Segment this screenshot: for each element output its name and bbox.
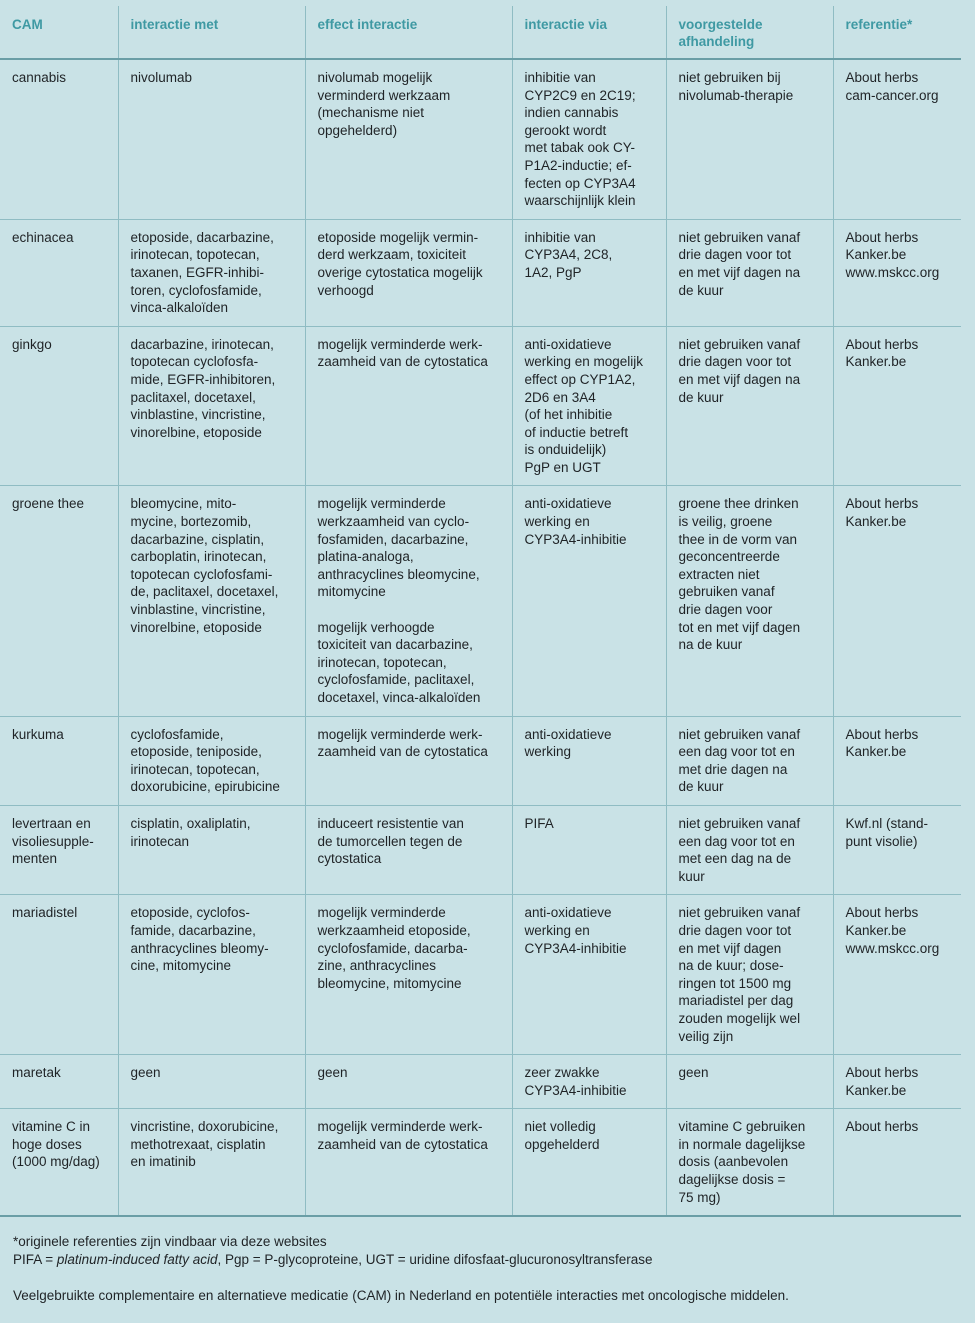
cell-interactie-via xyxy=(512,219,666,326)
cell-interactie-via xyxy=(512,486,666,716)
cell-text-line: cyclofosfamide, xyxy=(130,726,224,742)
cell-text-line: anthracyclines bleomy- xyxy=(130,940,269,956)
cell-text-line: Kanker.be xyxy=(845,514,907,530)
table-row xyxy=(0,59,961,219)
cell-text-line: thee in de vorm van xyxy=(678,531,798,547)
cell-text-line: About herbs xyxy=(845,726,919,742)
table-row xyxy=(0,805,961,894)
table-row xyxy=(0,895,961,1055)
cell-effect-interactie xyxy=(305,219,512,326)
cell-text-line: niet gebruiken vanaf xyxy=(678,815,801,831)
cell-text-line: fosfamiden, dacarbazine, xyxy=(317,531,469,547)
cell-text-line: kuur xyxy=(678,868,705,884)
cell-text-line: anti-oxidatieve xyxy=(524,905,612,921)
cell-text-line: niet gebruiken vanaf xyxy=(678,905,801,921)
cell-text-line: een dag voor tot en xyxy=(678,833,795,849)
cell-text-line: taxanen, EGFR-inhibi- xyxy=(130,264,265,280)
cell-interactie-met xyxy=(118,895,305,1055)
cell-voorgestelde-afhandeling xyxy=(666,895,833,1055)
cell-effect-interactie xyxy=(305,895,512,1055)
cell-text-line: derd werkzaam, toxiciteit xyxy=(317,247,467,263)
cell-text-line: fecten op CYP3A4 xyxy=(524,175,636,191)
cell-text-line: Kanker.be xyxy=(845,922,907,938)
cell-text-line: visoliesupple- xyxy=(12,833,94,849)
cell-text-line: CYP3A4-inhibitie xyxy=(524,940,627,956)
cell-text-line: geen xyxy=(130,1065,161,1081)
cell-voorgestelde-afhandeling xyxy=(666,1055,833,1109)
abbr-pifa-label: PIFA = xyxy=(13,1252,57,1267)
cell-text-line: carboplatin, irinotecan, xyxy=(130,549,267,565)
cell-interactie-met xyxy=(118,486,305,716)
column-header-line: CAM xyxy=(12,17,43,32)
cell-referentie xyxy=(833,1055,961,1109)
cell-referentie xyxy=(833,716,961,805)
cell-text-line: niet gebruiken vanaf xyxy=(678,336,801,352)
cell-effect-interactie xyxy=(305,1055,512,1109)
cell-text-line: punt visolie) xyxy=(845,833,918,849)
cell-text-line: PIFA xyxy=(524,815,554,831)
cell-text-line: cyclofosfamide, paclitaxel, xyxy=(317,672,475,688)
cell-cam xyxy=(0,1055,118,1109)
cell-effect-interactie xyxy=(305,1109,512,1216)
cell-text-line: niet gebruiken bij xyxy=(678,70,781,85)
cell-text-line: mogelijk verminderde xyxy=(317,496,446,512)
table-body xyxy=(0,59,961,1216)
cell-text-line: vinorelbine, etoposide xyxy=(130,619,262,635)
cell-interactie-met xyxy=(118,1109,305,1216)
cam-interaction-table xyxy=(0,6,961,1217)
cell-cam xyxy=(0,805,118,894)
cell-interactie-met xyxy=(118,326,305,486)
cell-text-line: docetaxel, vinca-alkaloïden xyxy=(317,690,481,705)
cell-voorgestelde-afhandeling xyxy=(666,716,833,805)
cell-text-line: bleomycine, mito- xyxy=(130,496,237,512)
cell-text-line: met een dag na de xyxy=(678,851,792,867)
cell-interactie-via xyxy=(512,1055,666,1109)
cell-text-line: Kanker.be xyxy=(845,354,907,370)
cell-effect-interactie xyxy=(305,59,512,219)
cell-text-line: mide, EGFR-inhibitoren, xyxy=(130,371,276,387)
table-row xyxy=(0,1055,961,1109)
cell-text-line: de kuur xyxy=(678,282,724,298)
cell-text-line: effect op CYP1A2, xyxy=(524,371,636,387)
column-header-line: voorgestelde xyxy=(678,17,763,32)
cell-text-line: www.mskcc.org xyxy=(845,264,940,280)
cell-text-line: www.mskcc.org xyxy=(845,940,940,956)
cell-voorgestelde-afhandeling xyxy=(666,486,833,716)
cell-text-line: anti-oxidatieve xyxy=(524,336,612,352)
cell-text-line: groene thee xyxy=(12,496,85,512)
cell-cam xyxy=(0,326,118,486)
cell-voorgestelde-afhandeling xyxy=(666,805,833,894)
cell-text-line: verhoogd xyxy=(317,282,374,298)
cell-text-line: gerookt wordt xyxy=(524,122,607,138)
cell-referentie xyxy=(833,219,961,326)
cell-text-line: geconcentreerde xyxy=(678,549,780,565)
abbr-rest: , Pgp = P-glycoproteine, UGT = uridine difosfaat-glucuronosyltransferase xyxy=(217,1252,653,1267)
cell-voorgestelde-afhandeling xyxy=(666,1109,833,1216)
cell-interactie-met xyxy=(118,59,305,219)
cell-text-line: About herbs xyxy=(845,1065,919,1081)
cell-text-line: toren, cyclofosfamide, xyxy=(130,282,262,298)
cell-text-line: de, paclitaxel, docetaxel, xyxy=(130,584,279,600)
cell-text-line: PgP en UGT xyxy=(524,459,601,475)
cell-text-line: vinorelbine, etoposide xyxy=(130,424,262,440)
cell-text-line: dagelijkse dosis = xyxy=(678,1172,786,1188)
cell-text-line: mogelijk verminderde werk- xyxy=(317,726,483,742)
cell-text-line: inhibitie van xyxy=(524,229,596,245)
abbreviation-legend xyxy=(13,1251,789,1269)
cell-text-line: indien cannabis xyxy=(524,105,619,121)
cell-text-line: P1A2-inductie; ef- xyxy=(524,157,632,173)
cell-text-line: overige cytostatica mogelijk xyxy=(317,264,483,280)
cell-effect-interactie xyxy=(305,805,512,894)
cell-interactie-met xyxy=(118,1055,305,1109)
cell-text-line: irinotecan xyxy=(130,833,190,849)
cell-interactie-via xyxy=(512,895,666,1055)
cell-text-line: 2D6 en 3A4 xyxy=(524,389,596,405)
cell-text-line: etoposide, teniposide, xyxy=(130,744,262,760)
cell-text-line: irinotecan, topotecan, xyxy=(317,654,447,670)
cell-text-line: Kanker.be xyxy=(845,744,907,760)
cell-text-line: vitamine C in xyxy=(12,1119,91,1135)
cell-text-line: en met vijf dagen xyxy=(678,940,782,956)
cell-text-line: cisplatin, oxaliplatin, xyxy=(130,815,251,831)
cell-interactie-via xyxy=(512,59,666,219)
column-header-referentie xyxy=(833,6,961,59)
cell-text-line: werkzaamheid etoposide, xyxy=(317,922,471,938)
cell-text-line: kurkuma xyxy=(12,726,64,742)
cell-text-line: niet gebruiken vanaf xyxy=(678,726,801,742)
cell-cam xyxy=(0,219,118,326)
cell-text-line: werking en mogelijk xyxy=(524,354,644,370)
cell-text-line: drie dagen voor xyxy=(678,602,773,618)
cell-text-line: na de kuur; dose- xyxy=(678,958,784,974)
cell-text-line: werkzaamheid van cyclo- xyxy=(317,514,470,530)
cell-text-line: in normale dagelijkse xyxy=(678,1136,806,1152)
cell-text-line: CYP2C9 en 2C19; xyxy=(524,87,636,103)
cell-text-line: vitamine C gebruiken xyxy=(678,1119,806,1135)
column-header-line: referentie* xyxy=(845,17,913,32)
cell-text-line: mogelijk verhoogde xyxy=(317,619,435,635)
cell-text-line: opgehelderd xyxy=(524,1136,600,1152)
cell-text-line: About herbs xyxy=(845,70,919,85)
cell-text-line: toxiciteit van dacarbazine, xyxy=(317,637,473,653)
cell-text-line: zouden mogelijk wel xyxy=(678,1010,801,1026)
column-header-voorgestelde-afhandeling xyxy=(666,6,833,59)
abbr-pifa-full: platinum-induced fatty acid xyxy=(56,1252,218,1267)
cell-referentie xyxy=(833,805,961,894)
cell-text-line: (1000 mg/dag) xyxy=(12,1154,100,1170)
cell-text-line: zeer zwakke xyxy=(524,1065,600,1081)
cell-text-line: cannabis xyxy=(12,70,67,85)
cell-text-line: cine, mitomycine xyxy=(130,958,232,974)
cell-text-line: methotrexaat, cisplatin xyxy=(130,1136,266,1152)
cell-text-line: groene thee drinken xyxy=(678,496,799,512)
cell-interactie-via xyxy=(512,326,666,486)
cell-interactie-via xyxy=(512,1109,666,1216)
table-row xyxy=(0,716,961,805)
cell-text-line: werking en xyxy=(524,514,590,530)
cell-text-line: CYP3A4-inhibitie xyxy=(524,1082,627,1098)
cell-text-line: vinca-alkaloïden xyxy=(130,300,229,316)
cell-text-line: verminderd werkzaam xyxy=(317,87,451,103)
cell-text-line: niet gebruiken vanaf xyxy=(678,229,801,245)
column-header-line: interactie via xyxy=(524,17,608,32)
cell-text-line: werking xyxy=(524,744,572,760)
cell-text-line: etoposide, dacarbazine, xyxy=(130,229,274,245)
cell-text-line: nivolumab-therapie xyxy=(678,87,794,103)
cell-cam xyxy=(0,1109,118,1216)
cell-cam xyxy=(0,486,118,716)
column-header-cam xyxy=(0,6,118,59)
cell-text-line: of inductie betreft xyxy=(524,424,629,440)
cell-text-line: mycine, bortezomib, xyxy=(130,514,252,530)
cell-text-line: hoge doses xyxy=(12,1136,82,1152)
cell-text-line: 1A2, PgP xyxy=(524,264,582,280)
cell-text-line: anthracyclines bleomycine, xyxy=(317,566,480,582)
cell-text-line: waarschijnlijk klein xyxy=(524,193,636,209)
cell-text-line: bleomycine, mitomycine xyxy=(317,975,462,991)
cell-text-line: etoposide, cyclofos- xyxy=(130,905,250,921)
cell-text-line: CYP3A4, 2C8, xyxy=(524,247,613,263)
cell-text-line: (of het inhibitie xyxy=(524,407,613,423)
column-header-interactie-met xyxy=(118,6,305,59)
cell-text-line: vinblastine, vincristine, xyxy=(130,407,266,423)
cell-text-line: doxorubicine, epirubicine xyxy=(130,779,280,795)
cell-text-line: Kanker.be xyxy=(845,1082,907,1098)
cell-text-line: About herbs xyxy=(845,905,919,921)
cell-text-line: de tumorcellen tegen de xyxy=(317,833,463,849)
table-caption: Veelgebruikte complementaire en alternatieve medicatie (CAM) in Nederland en potentiële interacties met oncologische middelen. xyxy=(13,1288,789,1303)
cell-text-line: echinacea xyxy=(12,229,74,245)
cell-text-line: geen xyxy=(317,1065,348,1081)
column-header-effect-interactie xyxy=(305,6,512,59)
cell-text-line: en imatinib xyxy=(130,1154,196,1170)
table-row xyxy=(0,486,961,716)
cell-text-line: 75 mg) xyxy=(678,1189,721,1205)
cell-text-line: dacarbazine, irinotecan, xyxy=(130,336,274,352)
cell-text-line: mogelijk verminderde werk- xyxy=(317,1119,483,1135)
cell-voorgestelde-afhandeling xyxy=(666,59,833,219)
cell-referentie xyxy=(833,1109,961,1216)
cell-text-line: ringen tot 1500 mg xyxy=(678,975,792,991)
cell-text-line: CYP3A4-inhibitie xyxy=(524,531,627,547)
cell-text-line: zaamheid van de cytostatica xyxy=(317,1136,488,1152)
paragraph-gap xyxy=(318,601,506,619)
cell-text-line: vinblastine, vincristine, xyxy=(130,602,266,618)
cell-voorgestelde-afhandeling xyxy=(666,326,833,486)
cell-effect-interactie xyxy=(305,326,512,486)
cell-text-line: dacarbazine, cisplatin, xyxy=(130,531,265,547)
cell-text-line: etoposide mogelijk vermin- xyxy=(317,229,479,245)
cell-text-line: (mechanisme niet xyxy=(317,105,425,121)
cell-text-line: menten xyxy=(12,851,58,867)
cell-text-line: de kuur xyxy=(678,389,724,405)
cell-text-line: About herbs xyxy=(845,336,919,352)
cell-interactie-met xyxy=(118,716,305,805)
column-header-line: interactie met xyxy=(130,17,219,32)
cell-text-line: irinotecan, topotecan, xyxy=(130,761,260,777)
cell-text-line: topotecan cyclofosfami- xyxy=(130,566,273,582)
cell-interactie-met xyxy=(118,219,305,326)
cell-text-line: maretak xyxy=(12,1065,61,1081)
cell-text-line: een dag voor tot en xyxy=(678,744,795,760)
cell-text-line: mogelijk verminderde xyxy=(317,905,446,921)
cell-text-line: paclitaxel, docetaxel, xyxy=(130,389,256,405)
cell-text-line: cyclofosfamide, dacarba- xyxy=(317,940,468,956)
cell-text-line: vincristine, doxorubicine, xyxy=(130,1119,279,1135)
column-header-line: afhandeling xyxy=(678,34,755,49)
cell-text-line: mariadistel per dag xyxy=(678,993,794,1009)
cell-text-line: opgehelderd) xyxy=(317,122,398,138)
cell-text-line: en met vijf dagen na xyxy=(678,264,801,280)
cell-text-line: famide, dacarbazine, xyxy=(130,922,256,938)
cell-text-line: platina-analoga, xyxy=(317,549,414,565)
cell-text-line: met tabak ook CY- xyxy=(524,140,636,156)
cell-text-line: tot en met vijf dagen xyxy=(678,619,801,635)
cell-text-line: drie dagen voor tot xyxy=(678,247,792,263)
cell-cam xyxy=(0,716,118,805)
cell-text-line: anti-oxidatieve xyxy=(524,726,612,742)
cell-referentie xyxy=(833,59,961,219)
cell-interactie-met xyxy=(118,805,305,894)
cell-text-line: mariadistel xyxy=(12,905,78,921)
cell-text-line: mogelijk verminderde werk- xyxy=(317,336,483,352)
cell-text-line: gebruiken vanaf xyxy=(678,584,775,600)
cell-text-line: levertraan en xyxy=(12,815,91,831)
table-row xyxy=(0,1109,961,1216)
cell-referentie xyxy=(833,326,961,486)
cell-cam xyxy=(0,895,118,1055)
cell-text-line: ginkgo xyxy=(12,336,52,352)
cell-effect-interactie xyxy=(305,716,512,805)
cell-effect-interactie xyxy=(305,486,512,716)
cell-text-line: zaamheid van de cytostatica xyxy=(317,354,488,370)
cell-interactie-via xyxy=(512,805,666,894)
table-header-row xyxy=(0,6,961,59)
table-row xyxy=(0,219,961,326)
cell-voorgestelde-afhandeling xyxy=(666,219,833,326)
table-row xyxy=(0,326,961,486)
cell-text-line: drie dagen voor tot xyxy=(678,354,792,370)
cell-text-line: cytostatica xyxy=(317,851,382,867)
cell-text-line: werking en xyxy=(524,922,590,938)
column-header-line: effect interactie xyxy=(317,17,418,32)
cell-text-line: mitomycine xyxy=(317,584,386,600)
cell-text-line: dosis (aanbevolen xyxy=(678,1154,789,1170)
cell-text-line: induceert resistentie van xyxy=(317,815,464,831)
cell-text-line: Kanker.be xyxy=(845,247,907,263)
cell-text-line: Kwf.nl (stand- xyxy=(845,815,929,831)
reference-note: *originele referenties zijn vindbaar via deze websites xyxy=(13,1234,327,1249)
cell-text-line: About herbs xyxy=(845,496,919,512)
cell-text-line: cam-cancer.org xyxy=(845,87,939,103)
cell-text-line: About herbs xyxy=(845,1119,919,1135)
cell-text-line: inhibitie van xyxy=(524,70,596,85)
cell-text-line: About herbs xyxy=(845,229,919,245)
cell-text-line: drie dagen voor tot xyxy=(678,922,792,938)
cell-text-line: topotecan cyclofosfa- xyxy=(130,354,259,370)
cell-text-line: veilig zijn xyxy=(678,1028,734,1044)
cell-text-line: nivolumab xyxy=(130,70,193,85)
cell-text-line: zaamheid van de cytostatica xyxy=(317,744,488,760)
cell-cam xyxy=(0,59,118,219)
cell-text-line: met drie dagen na xyxy=(678,761,788,777)
cell-text-line: is veilig, groene xyxy=(678,514,773,530)
cell-text-line: de kuur xyxy=(678,779,724,795)
cell-text-line: nivolumab mogelijk xyxy=(317,70,433,85)
cell-text-line: niet volledig xyxy=(524,1119,596,1135)
column-header-interactie-via xyxy=(512,6,666,59)
cell-referentie xyxy=(833,895,961,1055)
cell-text-line: geen xyxy=(678,1065,709,1081)
cell-text-line: irinotecan, topotecan, xyxy=(130,247,260,263)
cell-interactie-via xyxy=(512,716,666,805)
cell-text-line: anti-oxidatieve xyxy=(524,496,612,512)
cell-text-line: na de kuur xyxy=(678,637,743,653)
cell-text-line: is onduidelijk) xyxy=(524,442,607,458)
cell-text-line: en met vijf dagen na xyxy=(678,371,801,387)
cell-text-line: zine, anthracyclines xyxy=(317,958,437,974)
table-footer xyxy=(13,1233,789,1305)
cell-text-line: extracten niet xyxy=(678,566,760,582)
cell-referentie xyxy=(833,486,961,716)
